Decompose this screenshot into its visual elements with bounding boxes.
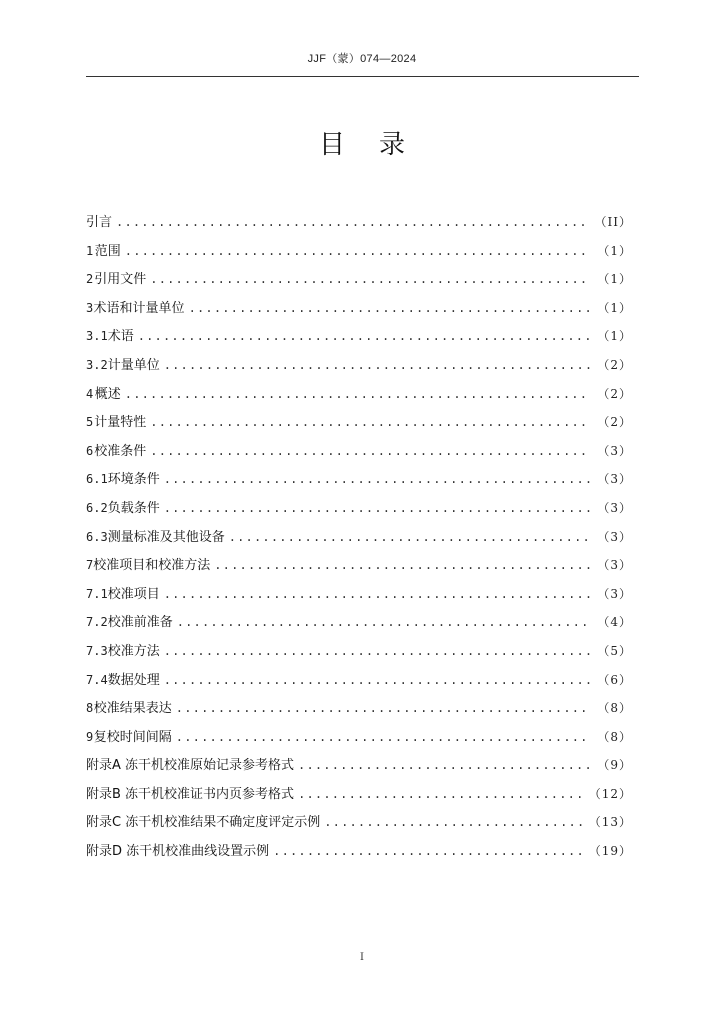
toc-entry-label: 计量特性	[94, 415, 147, 431]
page-title: 目录	[318, 130, 439, 160]
toc-entry-label: 术语和计量单位	[93, 300, 185, 316]
toc-entry-label: 复校时间间隔	[93, 729, 172, 745]
toc-entry-label: 校准项目	[107, 586, 160, 602]
toc-dot-leader	[116, 208, 589, 237]
toc-dot-leader	[229, 523, 592, 552]
toc-entry-number: 7.1	[86, 586, 108, 601]
toc-entry-page: （1）	[597, 243, 632, 258]
toc-entry-label: 校准方法	[107, 643, 160, 659]
table-of-contents	[86, 208, 632, 866]
toc-dot-leader	[164, 637, 592, 666]
toc-entry-number: 4	[86, 386, 94, 401]
toc-dot-leader	[150, 408, 591, 437]
toc-entry[interactable]	[86, 551, 632, 580]
toc-entry-label: 校准前准备	[107, 615, 173, 631]
toc-entry-page: （1）	[597, 272, 632, 287]
toc-entry-page: （5）	[597, 643, 632, 658]
toc-entry-label: 环境条件	[107, 472, 160, 488]
toc-dot-leader	[164, 465, 592, 494]
toc-entry-page: （1）	[597, 329, 632, 344]
toc-entry[interactable]	[86, 780, 632, 809]
toc-entry[interactable]	[86, 465, 632, 494]
toc-entry-page: （4）	[597, 615, 632, 630]
toc-entry-label: 附录B 冻干机校准证书内页参考格式	[86, 786, 295, 802]
toc-entry-page: （1）	[597, 300, 632, 315]
toc-entry-page: （3）	[597, 443, 632, 458]
toc-entry-page: （13）	[588, 815, 632, 830]
toc-entry[interactable]	[86, 494, 632, 523]
toc-entry-label: 引言	[86, 215, 113, 230]
toc-entry-number: 9	[86, 729, 94, 744]
toc-entry[interactable]	[86, 808, 632, 837]
toc-entry[interactable]	[86, 694, 632, 723]
toc-entry-number: 1	[86, 243, 94, 258]
toc-entry-label: 术语	[107, 329, 134, 345]
toc-entry-label: 计量单位	[107, 357, 160, 373]
toc-entry-number: 7.3	[86, 643, 108, 658]
toc-dot-leader	[176, 723, 592, 752]
toc-entry[interactable]	[86, 523, 632, 552]
toc-entry[interactable]	[86, 437, 632, 466]
toc-entry-page: （12）	[588, 786, 632, 801]
page-number: I	[360, 952, 364, 963]
toc-entry[interactable]	[86, 237, 632, 266]
toc-entry-number: 3.1	[86, 329, 108, 344]
toc-dot-leader	[177, 608, 592, 637]
toc-dot-leader	[125, 380, 592, 409]
toc-entry-number: 7.4	[86, 672, 108, 687]
running-header: JJF（蒙）074—2024	[307, 53, 417, 65]
toc-entry-label: 测量标准及其他设备	[107, 529, 225, 545]
toc-entry-page: （8）	[597, 701, 632, 716]
toc-entry-page: （19）	[588, 844, 632, 859]
toc-entry-page: （8）	[597, 729, 632, 744]
toc-entry-label: 校准结果表达	[93, 701, 172, 717]
toc-entry-label: 附录A 冻干机校准原始记录参考格式	[86, 758, 295, 774]
toc-entry-number: 7.2	[86, 615, 108, 630]
toc-dot-leader	[298, 780, 583, 809]
toc-entry-page: （2）	[597, 357, 632, 372]
toc-dot-leader	[125, 237, 592, 266]
toc-dot-leader	[138, 322, 592, 351]
toc-entry-label: 校准条件	[94, 443, 147, 459]
toc-entry-label: 概述	[94, 386, 121, 402]
toc-entry-page: （3）	[597, 558, 632, 573]
toc-entry-page: （3）	[597, 500, 632, 515]
toc-dot-leader	[164, 494, 592, 523]
toc-entry-label: 数据处理	[107, 672, 160, 688]
toc-entry-number: 6	[86, 443, 94, 458]
toc-dot-leader	[164, 580, 592, 609]
toc-dot-leader	[324, 808, 583, 837]
toc-entry-page: （3）	[597, 586, 632, 601]
toc-dot-leader	[214, 551, 591, 580]
toc-entry[interactable]	[86, 294, 632, 323]
toc-entry-number: 6.3	[86, 529, 108, 544]
toc-entry-page: （2）	[597, 415, 632, 430]
toc-entry-label: 附录C 冻干机校准结果不确定度评定示例	[86, 815, 321, 831]
toc-entry[interactable]	[86, 837, 632, 866]
toc-entry-number: 7	[86, 558, 94, 573]
toc-entry[interactable]	[86, 208, 632, 237]
toc-entry[interactable]	[86, 723, 632, 752]
toc-entry[interactable]	[86, 666, 632, 695]
toc-dot-leader	[150, 265, 591, 294]
toc-entry-page: （3）	[597, 529, 632, 544]
toc-dot-leader	[298, 751, 591, 780]
toc-entry[interactable]	[86, 408, 632, 437]
toc-dot-leader	[176, 694, 592, 723]
toc-entry-label: 附录D 冻干机校准曲线设置示例	[86, 844, 270, 860]
toc-entry[interactable]	[86, 380, 632, 409]
toc-entry[interactable]	[86, 265, 632, 294]
toc-entry-label: 范围	[94, 243, 121, 259]
toc-entry-label: 校准项目和校准方法	[93, 558, 211, 574]
toc-entry[interactable]	[86, 580, 632, 609]
toc-entry-label: 引用文件	[94, 272, 147, 288]
toc-entry-number: 3.2	[86, 357, 108, 372]
toc-entry[interactable]	[86, 322, 632, 351]
toc-entry[interactable]	[86, 637, 632, 666]
toc-entry-page: （9）	[597, 758, 632, 773]
toc-dot-leader	[164, 666, 592, 695]
toc-entry-page: （3）	[597, 472, 632, 487]
header-rule	[86, 76, 639, 77]
toc-entry-number: 8	[86, 701, 94, 716]
toc-dot-leader	[189, 294, 592, 323]
toc-entry-page: （II）	[594, 215, 632, 229]
toc-dot-leader	[150, 437, 591, 466]
toc-entry-number: 6.2	[86, 500, 108, 515]
toc-dot-leader	[164, 351, 592, 380]
toc-entry[interactable]	[86, 608, 632, 637]
toc-entry-page: （2）	[597, 386, 632, 401]
toc-entry-page: （6）	[597, 672, 632, 687]
toc-entry-number: 2	[86, 272, 94, 287]
toc-dot-leader	[273, 837, 583, 866]
toc-entry-label: 负载条件	[107, 500, 160, 516]
toc-entry[interactable]	[86, 351, 632, 380]
toc-entry-number: 3	[86, 300, 94, 315]
toc-entry-number: 5	[86, 415, 94, 430]
toc-entry[interactable]	[86, 751, 632, 780]
toc-entry-number: 6.1	[86, 472, 108, 487]
